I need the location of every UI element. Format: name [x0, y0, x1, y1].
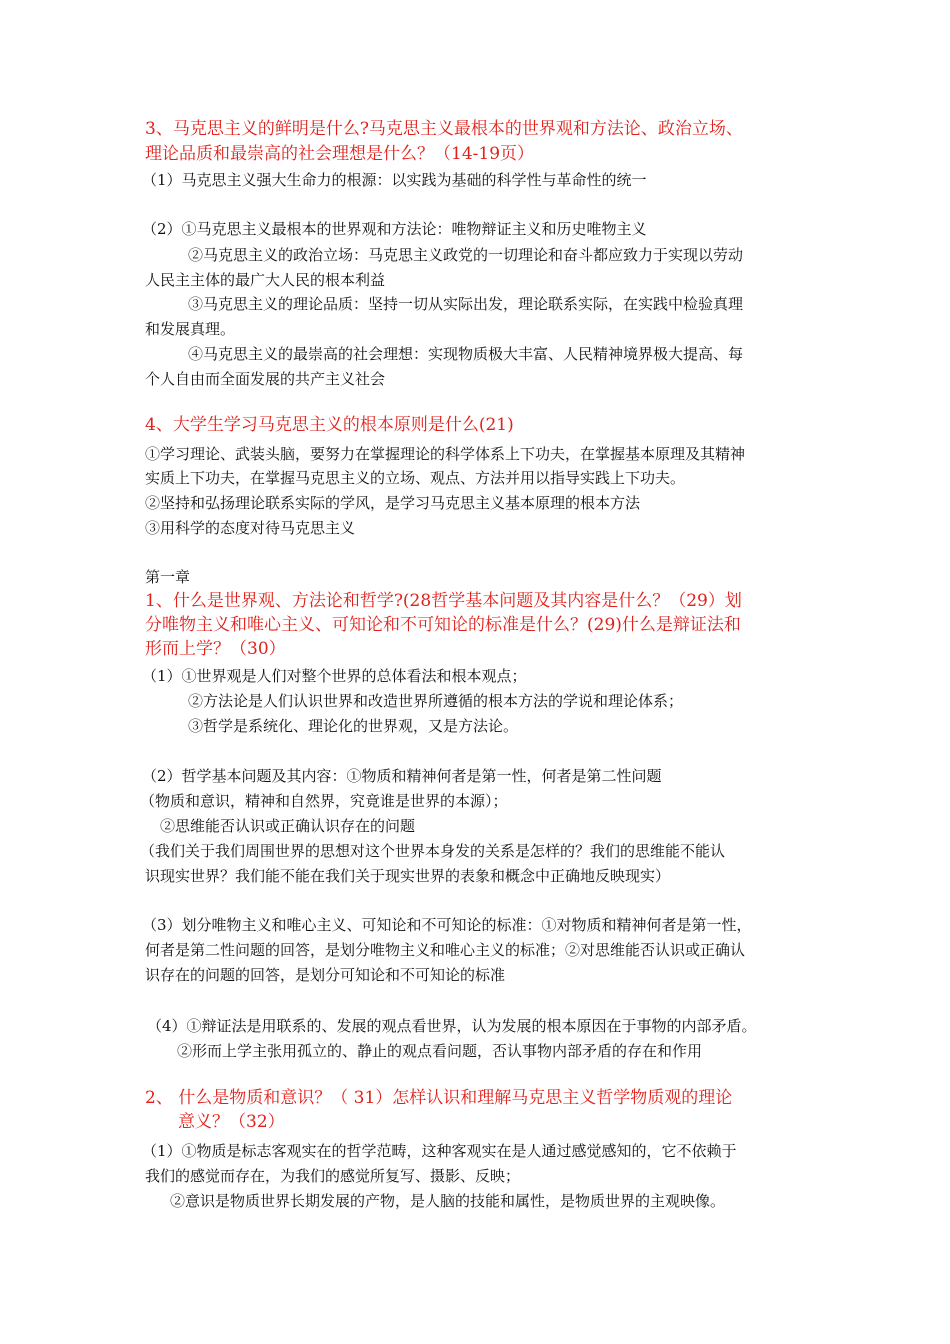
section4-para1-line2: 实质上下功夫，在掌握马克思主义的立场、观点、方法并用以指导实践上下功夫。 [145, 469, 686, 487]
section4-title: 4、大学生学习马克思主义的根本原则是什么(21) [145, 415, 514, 435]
q2-title-line1: 2、 什么是物质和意识？（ 31）怎样认识和理解马克思主义哲学物质观的理论 [145, 1088, 733, 1108]
section3-para2-c1: ③马克思主义的理论品质：坚持一切从实际出发，理论联系实际，在实践中检验真理 [188, 295, 744, 313]
q1-answer3-line3: 识存在的问题的回答，是划分可知论和不可知论的标准 [145, 966, 506, 984]
section3-para2-a: （2）①马克思主义最根本的世界观和方法论：唯物辩证主义和历史唯物主义 [142, 220, 647, 238]
section3-para2-d1: ④马克思主义的最崇高的社会理想：实现物质极大丰富、人民精神境界极大提高、每 [188, 345, 744, 363]
section3-title-line2: 理论品质和最崇高的社会理想是什么？（14-19页） [145, 144, 535, 164]
section4-para3: ③用科学的态度对待马克思主义 [145, 519, 356, 537]
q1-answer1-line3: ③哲学是系统化、理论化的世界观，又是方法论。 [188, 717, 519, 735]
q2-answer1-line2: 我们的感觉而存在，为我们的感觉所复写、摄影、反映； [145, 1167, 521, 1185]
section3-para2-c2: 和发展真理。 [145, 320, 236, 338]
q1-answer4-line2: ②形而上学主张用孤立的、静止的观点看问题，否认事物内部矛盾的存在和作用 [177, 1042, 703, 1060]
q1-answer1-line1: （1）①世界观是人们对整个世界的总体看法和根本观点； [142, 667, 527, 685]
q1-title-line2: 分唯物主义和唯心主义、可知论和不可知论的标准是什么？(29)什么是辩证法和 [145, 615, 741, 635]
section3-title-line1: 3、马克思主义的鲜明是什么?马克思主义最根本的世界观和方法论、政治立场、 [145, 119, 743, 139]
q2-answer1-line1: （1）①物质是标志客观实在的哲学范畴，这种客观实在是人通过感觉感知的，它不依赖于 [142, 1142, 737, 1160]
q2-answer1-line3: ②意识是物质世界长期发展的产物，是人脑的技能和属性，是物质世界的主观映像。 [170, 1192, 726, 1210]
q1-title-line1: 1、什么是世界观、方法论和哲学?(28哲学基本问题及其内容是什么？（29）划 [145, 591, 742, 611]
section3-para2-b2: 人民主主体的最广大人民的根本利益 [145, 271, 386, 289]
q1-answer3-line2: 何者是第二性问题的回答，是划分唯物主义和唯心主义的标准；②对思维能否认识或正确认 [145, 941, 746, 959]
section3-para1: （1）马克思主义强大生命力的根源：以实践为基础的科学性与革命性的统一 [142, 171, 647, 189]
section4-para2: ②坚持和弘扬理论联系实际的学风，是学习马克思主义基本原理的根本方法 [145, 494, 641, 512]
q1-answer2-line1: （2）哲学基本问题及其内容：①物质和精神何者是第一性，何者是第二性问题 [142, 767, 662, 785]
q1-answer3-line1: （3）划分唯物主义和唯心主义、可知论和不可知论的标准：①对物质和精神何者是第一性， [142, 916, 752, 934]
q1-answer1-line2: ②方法论是人们认识世界和改造世界所遵循的根本方法的学说和理论体系； [188, 692, 684, 710]
q1-answer2-line3: ②思维能否认识或正确认识存在的问题 [160, 817, 416, 835]
section4-para1-line1: ①学习理论、武装头脑，要努力在掌握理论的科学体系上下功夫，在掌握基本原理及其精神 [145, 445, 746, 463]
q1-answer2-line2: （物质和意识，精神和自然界，究竟谁是世界的本源）； [140, 792, 508, 810]
q1-answer4-line1: （4）①辩证法是用联系的、发展的观点看世界，认为发展的根本原因在于事物的内部矛盾。 [147, 1017, 757, 1035]
q1-title-line3: 形而上学？（30） [145, 639, 286, 659]
section3-para2-b1: ②马克思主义的政治立场：马克思主义政党的一切理论和奋斗都应致力于实现以劳动 [188, 246, 744, 264]
section3-para2-d2: 个人自由而全面发展的共产主义社会 [145, 370, 386, 388]
q1-answer2-line5: 识现实世界？我们能不能在我们关于现实世界的表象和概念中正确地反映现实） [145, 867, 671, 885]
chapter-label: 第一章 [145, 568, 191, 586]
q1-answer2-line4: （我们关于我们周围世界的思想对这个世界本身发的关系是怎样的？我们的思维能不能认 [140, 842, 726, 860]
q2-title-line2: 意义？（32） [178, 1112, 285, 1132]
